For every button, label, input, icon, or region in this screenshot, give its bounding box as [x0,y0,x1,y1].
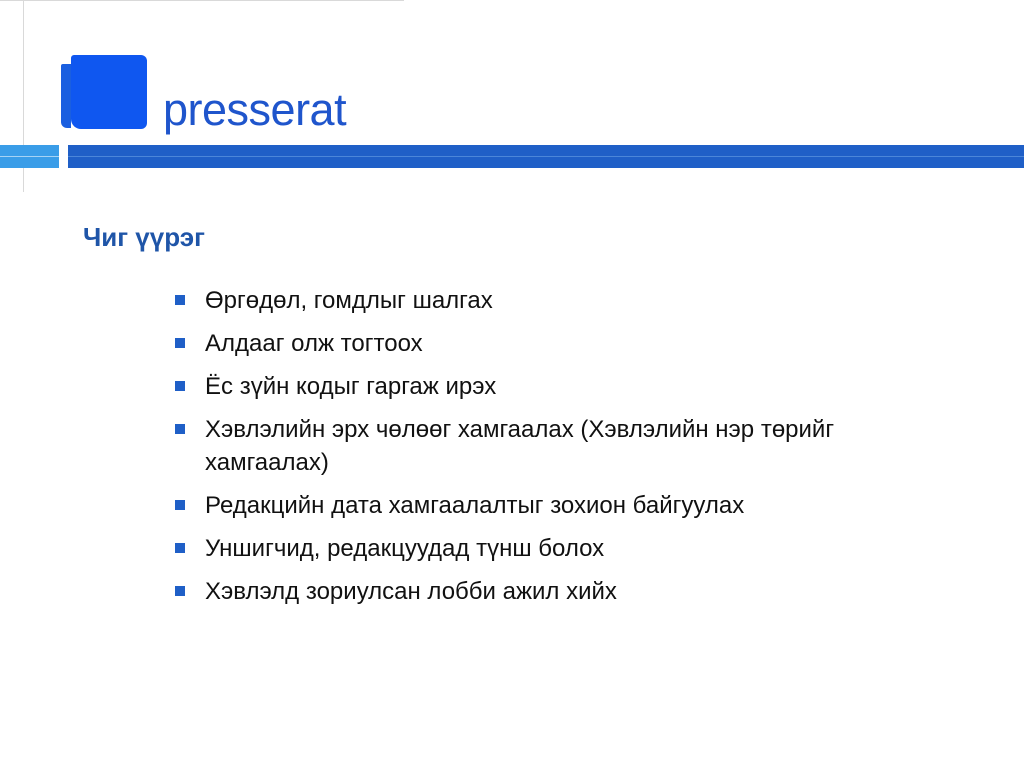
logo-wordmark: presserat [163,84,347,135]
list-item-text: Өргөдөл, гомдлыг шалгах [205,287,493,314]
guide-line-horizontal [0,0,404,1]
bullet-list [172,284,892,618]
list-item [172,489,892,522]
square-bullet-icon [175,381,185,391]
square-bullet-icon [175,338,185,348]
list-item [172,575,892,608]
header-band [68,145,1024,168]
square-bullet-icon [175,295,185,305]
logo-mark-back [61,64,71,128]
list-item-text: Ёс зүйн кодыг гаргаж ирэх [205,373,497,400]
list-item [172,284,892,317]
list-item [172,413,892,479]
logo-mark-front [71,55,147,129]
list-item-text: Алдааг олж тогтоох [205,330,423,357]
list-item-text: Уншигчид, редакцуудад түнш болох [205,535,605,562]
square-bullet-icon [175,424,185,434]
square-bullet-icon [175,500,185,510]
square-bullet-icon [175,543,185,553]
list-item-text: Хэвлэлд зориулсан лобби ажил хийх [205,578,617,605]
list-item [172,370,892,403]
header-band-accent [0,145,59,168]
square-bullet-icon [175,586,185,596]
list-item-text: Редакцийн дата хамгаалалтыг зохион байгуулах [205,492,745,519]
list-item [172,327,892,360]
slide-title: Чиг үүрэг [83,222,205,252]
list-item-text: Хэвлэлийн эрх чөлөөг хамгаалах (Хэвлэлийн нэр төрийг хамгаалах) [205,416,835,476]
list-item [172,532,892,565]
